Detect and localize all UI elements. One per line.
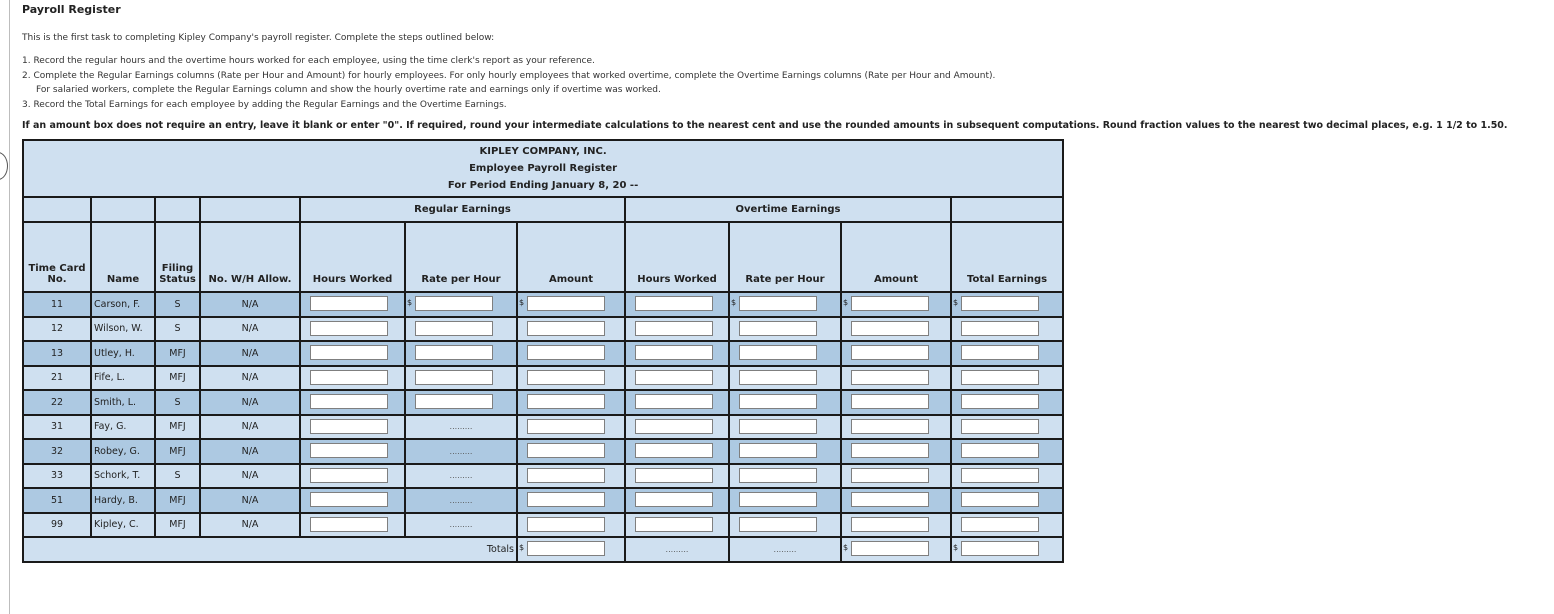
- step-2: [22, 69, 995, 98]
- total-earnings-input[interactable]: [961, 468, 1039, 483]
- totals-regular-amount-cell: [517, 537, 625, 562]
- totals-total-earnings-cell: [951, 537, 1063, 562]
- overtime-hours-cell: [625, 464, 729, 489]
- time-card-no: 33: [23, 464, 91, 489]
- regular-amount-input[interactable]: [527, 468, 605, 483]
- regular-hours-cell: [300, 390, 405, 415]
- filing-status: S: [155, 292, 200, 317]
- table-row: [23, 488, 1063, 513]
- overtime-amount-input[interactable]: [851, 321, 929, 336]
- group-spacer: [155, 197, 200, 222]
- dollar-sign: $: [843, 543, 849, 552]
- overtime-amount-input[interactable]: [851, 492, 929, 507]
- wh-allowances: N/A: [200, 464, 300, 489]
- dollar-sign: $: [843, 298, 849, 307]
- totals-overtime-hours-cell: [625, 537, 729, 562]
- col-filing-line2: Status: [159, 274, 196, 285]
- overtime-amount-input[interactable]: [851, 370, 929, 385]
- time-card-no: 22: [23, 390, 91, 415]
- regular-amount-input[interactable]: [527, 517, 605, 532]
- regular-hours-input[interactable]: [310, 517, 388, 532]
- total-earnings-input[interactable]: [961, 370, 1039, 385]
- overtime-amount-cell: [841, 390, 951, 415]
- overtime-hours-cell: [625, 488, 729, 513]
- regular-hours-input[interactable]: [310, 492, 388, 507]
- filing-status: MFJ: [155, 439, 200, 464]
- regular-amount-input[interactable]: [527, 394, 605, 409]
- regular-hours-cell: [300, 488, 405, 513]
- not-applicable-dots: .........: [449, 422, 473, 432]
- total-earnings-input[interactable]: [961, 492, 1039, 507]
- not-applicable-dots: .........: [773, 545, 797, 554]
- overtime-hours-cell: [625, 513, 729, 538]
- overtime-rate-cell: [729, 366, 841, 391]
- time-card-no: 51: [23, 488, 91, 513]
- steps-list: [22, 54, 995, 112]
- not-applicable-dots: .........: [449, 495, 473, 505]
- regular-amount-cell: [517, 292, 625, 317]
- col-regular-hours: Hours Worked: [300, 222, 405, 292]
- regular-amount-input[interactable]: [527, 345, 605, 360]
- overtime-hours-input[interactable]: [635, 492, 713, 507]
- overtime-hours-input[interactable]: [635, 296, 713, 311]
- time-card-no: 31: [23, 415, 91, 440]
- col-overtime-rate: Rate per Hour: [729, 222, 841, 292]
- filing-status: S: [155, 317, 200, 342]
- overtime-rate-input[interactable]: [739, 419, 817, 434]
- overtime-rate-cell: [729, 317, 841, 342]
- regular-amount-cell: [517, 464, 625, 489]
- group-spacer: [91, 197, 155, 222]
- overtime-amount-input[interactable]: [851, 345, 929, 360]
- regular-hours-input[interactable]: [310, 370, 388, 385]
- overtime-rate-cell: [729, 341, 841, 366]
- step-3: [22, 98, 995, 113]
- wh-allowances: N/A: [200, 366, 300, 391]
- total-earnings-cell: [951, 439, 1063, 464]
- overtime-amount-input[interactable]: [851, 394, 929, 409]
- overtime-rate-input[interactable]: [739, 370, 817, 385]
- overtime-amount-cell: [841, 513, 951, 538]
- filing-status: MFJ: [155, 513, 200, 538]
- regular-hours-input[interactable]: [310, 443, 388, 458]
- wh-allowances: N/A: [200, 317, 300, 342]
- total-earnings-input[interactable]: [961, 419, 1039, 434]
- regular-rate-cell: [405, 513, 517, 538]
- total-regular-amount-input[interactable]: [527, 541, 605, 556]
- overtime-rate-input[interactable]: [739, 492, 817, 507]
- overtime-rate-cell: [729, 390, 841, 415]
- not-applicable-dots: .........: [449, 471, 473, 481]
- total-earnings-cell: [951, 390, 1063, 415]
- col-overtime-hours: Hours Worked: [625, 222, 729, 292]
- overtime-rate-cell: [729, 415, 841, 440]
- totals-row: [23, 537, 1063, 562]
- collapse-handle[interactable]: [0, 152, 8, 180]
- left-border: [9, 0, 10, 614]
- overtime-hours-input[interactable]: [635, 370, 713, 385]
- overtime-rate-input[interactable]: [739, 394, 817, 409]
- filing-status: MFJ: [155, 488, 200, 513]
- regular-hours-input[interactable]: [310, 345, 388, 360]
- regular-hours-cell: [300, 292, 405, 317]
- regular-rate-cell: [405, 341, 517, 366]
- regular-rate-cell: [405, 415, 517, 440]
- total-earnings-input[interactable]: [961, 517, 1039, 532]
- step-1: [22, 54, 995, 69]
- total-earnings-input[interactable]: [961, 296, 1039, 311]
- overtime-amount-cell: [841, 341, 951, 366]
- col-time-card: [23, 222, 91, 292]
- col-filing-line1: Filing: [161, 263, 194, 274]
- step-3-text: 3. Record the Total Earnings for each employee by adding the Regular Earnings and the Overtime Earnings.: [22, 99, 507, 110]
- step-2-text: 2. Complete the Regular Earnings columns (Rate per Hour and Amount) for hourly employees. For only hourly employees that worked overtime, complete the Overtime Earnings columns (Rate per Hour and Amount).: [22, 70, 996, 81]
- time-card-no: 12: [23, 317, 91, 342]
- total-earnings-cell: [951, 292, 1063, 317]
- regular-amount-cell: [517, 341, 625, 366]
- regular-amount-input[interactable]: [527, 296, 605, 311]
- total-earnings-cell: [951, 341, 1063, 366]
- regular-rate-cell: [405, 366, 517, 391]
- group-spacer: [200, 197, 300, 222]
- group-spacer: [23, 197, 91, 222]
- total-earnings-cell: [951, 415, 1063, 440]
- overtime-hours-input[interactable]: [635, 468, 713, 483]
- overtime-rate-input[interactable]: [739, 296, 817, 311]
- overtime-hours-input[interactable]: [635, 419, 713, 434]
- wh-allowances: N/A: [200, 341, 300, 366]
- not-applicable-dots: .........: [665, 545, 689, 554]
- regular-rate-input[interactable]: [415, 296, 493, 311]
- regular-rate-cell: [405, 488, 517, 513]
- regular-amount-cell: [517, 415, 625, 440]
- overtime-rate-input[interactable]: [739, 345, 817, 360]
- payroll-register-table: [22, 139, 1064, 563]
- regular-amount-cell: [517, 390, 625, 415]
- register-rows: [23, 292, 1063, 537]
- table-row: [23, 292, 1063, 317]
- table-row: [23, 390, 1063, 415]
- col-filing-status: [155, 222, 200, 292]
- regular-hours-input[interactable]: [310, 321, 388, 336]
- time-card-no: 11: [23, 292, 91, 317]
- overtime-amount-cell: [841, 415, 951, 440]
- col-overtime-amount: Amount: [841, 222, 951, 292]
- overtime-amount-input[interactable]: [851, 517, 929, 532]
- employee-name: Smith, L.: [91, 390, 155, 415]
- employee-name: Utley, H.: [91, 341, 155, 366]
- overtime-hours-cell: [625, 317, 729, 342]
- overtime-rate-input[interactable]: [739, 321, 817, 336]
- wh-allowances: N/A: [200, 439, 300, 464]
- time-card-no: 13: [23, 341, 91, 366]
- overtime-amount-cell: [841, 464, 951, 489]
- wh-allowances: N/A: [200, 415, 300, 440]
- regular-amount-input[interactable]: [527, 419, 605, 434]
- col-name: Name: [91, 222, 155, 292]
- overtime-rate-cell: [729, 488, 841, 513]
- overtime-hours-cell: [625, 439, 729, 464]
- regular-rate-cell: [405, 464, 517, 489]
- overtime-hours-input[interactable]: [635, 517, 713, 532]
- total-earnings-input[interactable]: [961, 321, 1039, 336]
- rounding-note: If an amount box does not require an entry, leave it blank or enter "0". If required, round your intermediate calculations to the nearest cent and use the rounded amounts in subsequent computations. Round fraction values to the nearest two decimal places, e.g. 1 1/2 to 1.50.: [22, 120, 1508, 131]
- wh-allowances: N/A: [200, 513, 300, 538]
- regular-hours-input[interactable]: [310, 419, 388, 434]
- table-row: [23, 366, 1063, 391]
- step-1-text: 1. Record the regular hours and the overtime hours worked for each employee, using the time clerk's report as your reference.: [22, 56, 595, 66]
- col-total-earnings: Total Earnings: [951, 222, 1063, 292]
- company-name: KIPLEY COMPANY, INC.: [479, 146, 607, 157]
- totals-overtime-rate-cell: [729, 537, 841, 562]
- regular-hours-cell: [300, 366, 405, 391]
- regular-earnings-group-header: Regular Earnings: [300, 197, 625, 222]
- col-regular-amount: Amount: [517, 222, 625, 292]
- regular-hours-cell: [300, 464, 405, 489]
- table-row: [23, 464, 1063, 489]
- regular-rate-cell: [405, 292, 517, 317]
- total-earnings-cell: [951, 317, 1063, 342]
- regular-rate-cell: [405, 390, 517, 415]
- overtime-rate-input[interactable]: [739, 443, 817, 458]
- regular-rate-input[interactable]: [415, 394, 493, 409]
- regular-amount-cell: [517, 439, 625, 464]
- total-earnings-cell: [951, 488, 1063, 513]
- wh-allowances: N/A: [200, 488, 300, 513]
- not-applicable-dots: .........: [449, 446, 473, 456]
- overtime-amount-cell: [841, 488, 951, 513]
- overtime-earnings-group-header: Overtime Earnings: [625, 197, 951, 222]
- dollar-sign: $: [407, 298, 413, 307]
- col-wh-allow: No. W/H Allow.: [200, 222, 300, 292]
- overtime-hours-cell: [625, 366, 729, 391]
- overtime-amount-input[interactable]: [851, 296, 929, 311]
- regular-hours-cell: [300, 439, 405, 464]
- filing-status: S: [155, 464, 200, 489]
- overtime-rate-cell: [729, 513, 841, 538]
- filing-status: MFJ: [155, 415, 200, 440]
- overtime-rate-cell: [729, 464, 841, 489]
- wh-allowances: N/A: [200, 292, 300, 317]
- employee-name: Robey, G.: [91, 439, 155, 464]
- dollar-sign: $: [731, 298, 737, 307]
- regular-hours-cell: [300, 415, 405, 440]
- regular-rate-input[interactable]: [415, 345, 493, 360]
- regular-rate-input[interactable]: [415, 321, 493, 336]
- regular-rate-cell: [405, 317, 517, 342]
- time-card-no: 21: [23, 366, 91, 391]
- regular-rate-input[interactable]: [415, 370, 493, 385]
- regular-hours-cell: [300, 341, 405, 366]
- col-regular-rate: Rate per Hour: [405, 222, 517, 292]
- table-row: [23, 317, 1063, 342]
- regular-hours-input[interactable]: [310, 296, 388, 311]
- overtime-hours-input[interactable]: [635, 345, 713, 360]
- total-earnings-input[interactable]: [961, 443, 1039, 458]
- total-overtime-amount-input[interactable]: [851, 541, 929, 556]
- employee-name: Fay, G.: [91, 415, 155, 440]
- overtime-amount-input[interactable]: [851, 468, 929, 483]
- not-applicable-dots: .........: [449, 520, 473, 530]
- total-earnings-cell: [951, 366, 1063, 391]
- overtime-hours-input[interactable]: [635, 321, 713, 336]
- overtime-amount-cell: [841, 439, 951, 464]
- time-card-no: 99: [23, 513, 91, 538]
- intro-text: This is the first task to completing Kipley Company's payroll register. Complete the steps outlined below:: [22, 33, 495, 43]
- total-earnings-input[interactable]: [961, 394, 1039, 409]
- dollar-sign: $: [953, 298, 959, 307]
- regular-amount-input[interactable]: [527, 492, 605, 507]
- employee-name: Fife, L.: [91, 366, 155, 391]
- dollar-sign: $: [519, 543, 525, 552]
- regular-hours-cell: [300, 317, 405, 342]
- total-earnings-cell: [951, 464, 1063, 489]
- regular-amount-cell: [517, 488, 625, 513]
- employee-name: Schork, T.: [91, 464, 155, 489]
- filing-status: MFJ: [155, 366, 200, 391]
- step-2-subtext: For salaried workers, complete the Regular Earnings column and show the hourly overtime rate and earnings only if overtime was worked.: [36, 85, 661, 95]
- register-subtitle: Employee Payroll Register: [469, 163, 618, 174]
- employee-name: Hardy, B.: [91, 488, 155, 513]
- regular-hours-cell: [300, 513, 405, 538]
- page-title: Payroll Register: [22, 3, 121, 16]
- overtime-hours-input[interactable]: [635, 443, 713, 458]
- overtime-hours-cell: [625, 415, 729, 440]
- total-earnings-input[interactable]: [961, 345, 1039, 360]
- total-earnings-cell: [951, 513, 1063, 538]
- filing-status: S: [155, 390, 200, 415]
- dollar-sign: $: [519, 298, 525, 307]
- overtime-amount-cell: [841, 292, 951, 317]
- employee-name: Kipley, C.: [91, 513, 155, 538]
- overtime-rate-cell: [729, 292, 841, 317]
- overtime-hours-cell: [625, 390, 729, 415]
- overtime-rate-input[interactable]: [739, 468, 817, 483]
- regular-rate-cell: [405, 439, 517, 464]
- regular-amount-cell: [517, 317, 625, 342]
- employee-name: Wilson, W.: [91, 317, 155, 342]
- overtime-hours-cell: [625, 341, 729, 366]
- regular-amount-input[interactable]: [527, 321, 605, 336]
- wh-allowances: N/A: [200, 390, 300, 415]
- group-spacer: [951, 197, 1063, 222]
- col-time-card-line2: No.: [47, 274, 67, 285]
- regular-amount-cell: [517, 513, 625, 538]
- filing-status: MFJ: [155, 341, 200, 366]
- totals-label: Totals: [23, 537, 517, 562]
- table-row: [23, 439, 1063, 464]
- regular-hours-input[interactable]: [310, 394, 388, 409]
- regular-amount-input[interactable]: [527, 370, 605, 385]
- regular-amount-input[interactable]: [527, 443, 605, 458]
- table-row: [23, 415, 1063, 440]
- table-row: [23, 341, 1063, 366]
- total-earnings-total-input[interactable]: [961, 541, 1039, 556]
- col-time-card-line1: Time Card: [28, 263, 86, 274]
- regular-hours-input[interactable]: [310, 468, 388, 483]
- overtime-hours-cell: [625, 292, 729, 317]
- table-row: [23, 513, 1063, 538]
- regular-amount-cell: [517, 366, 625, 391]
- overtime-rate-input[interactable]: [739, 517, 817, 532]
- overtime-amount-input[interactable]: [851, 419, 929, 434]
- overtime-amount-input[interactable]: [851, 443, 929, 458]
- overtime-amount-cell: [841, 366, 951, 391]
- employee-name: Carson, F.: [91, 292, 155, 317]
- overtime-amount-cell: [841, 317, 951, 342]
- overtime-rate-cell: [729, 439, 841, 464]
- overtime-hours-input[interactable]: [635, 394, 713, 409]
- register-caption: [23, 140, 1063, 197]
- dollar-sign: $: [953, 543, 959, 552]
- totals-overtime-amount-cell: [841, 537, 951, 562]
- time-card-no: 32: [23, 439, 91, 464]
- register-period: For Period Ending January 8, 20 --: [447, 180, 639, 191]
